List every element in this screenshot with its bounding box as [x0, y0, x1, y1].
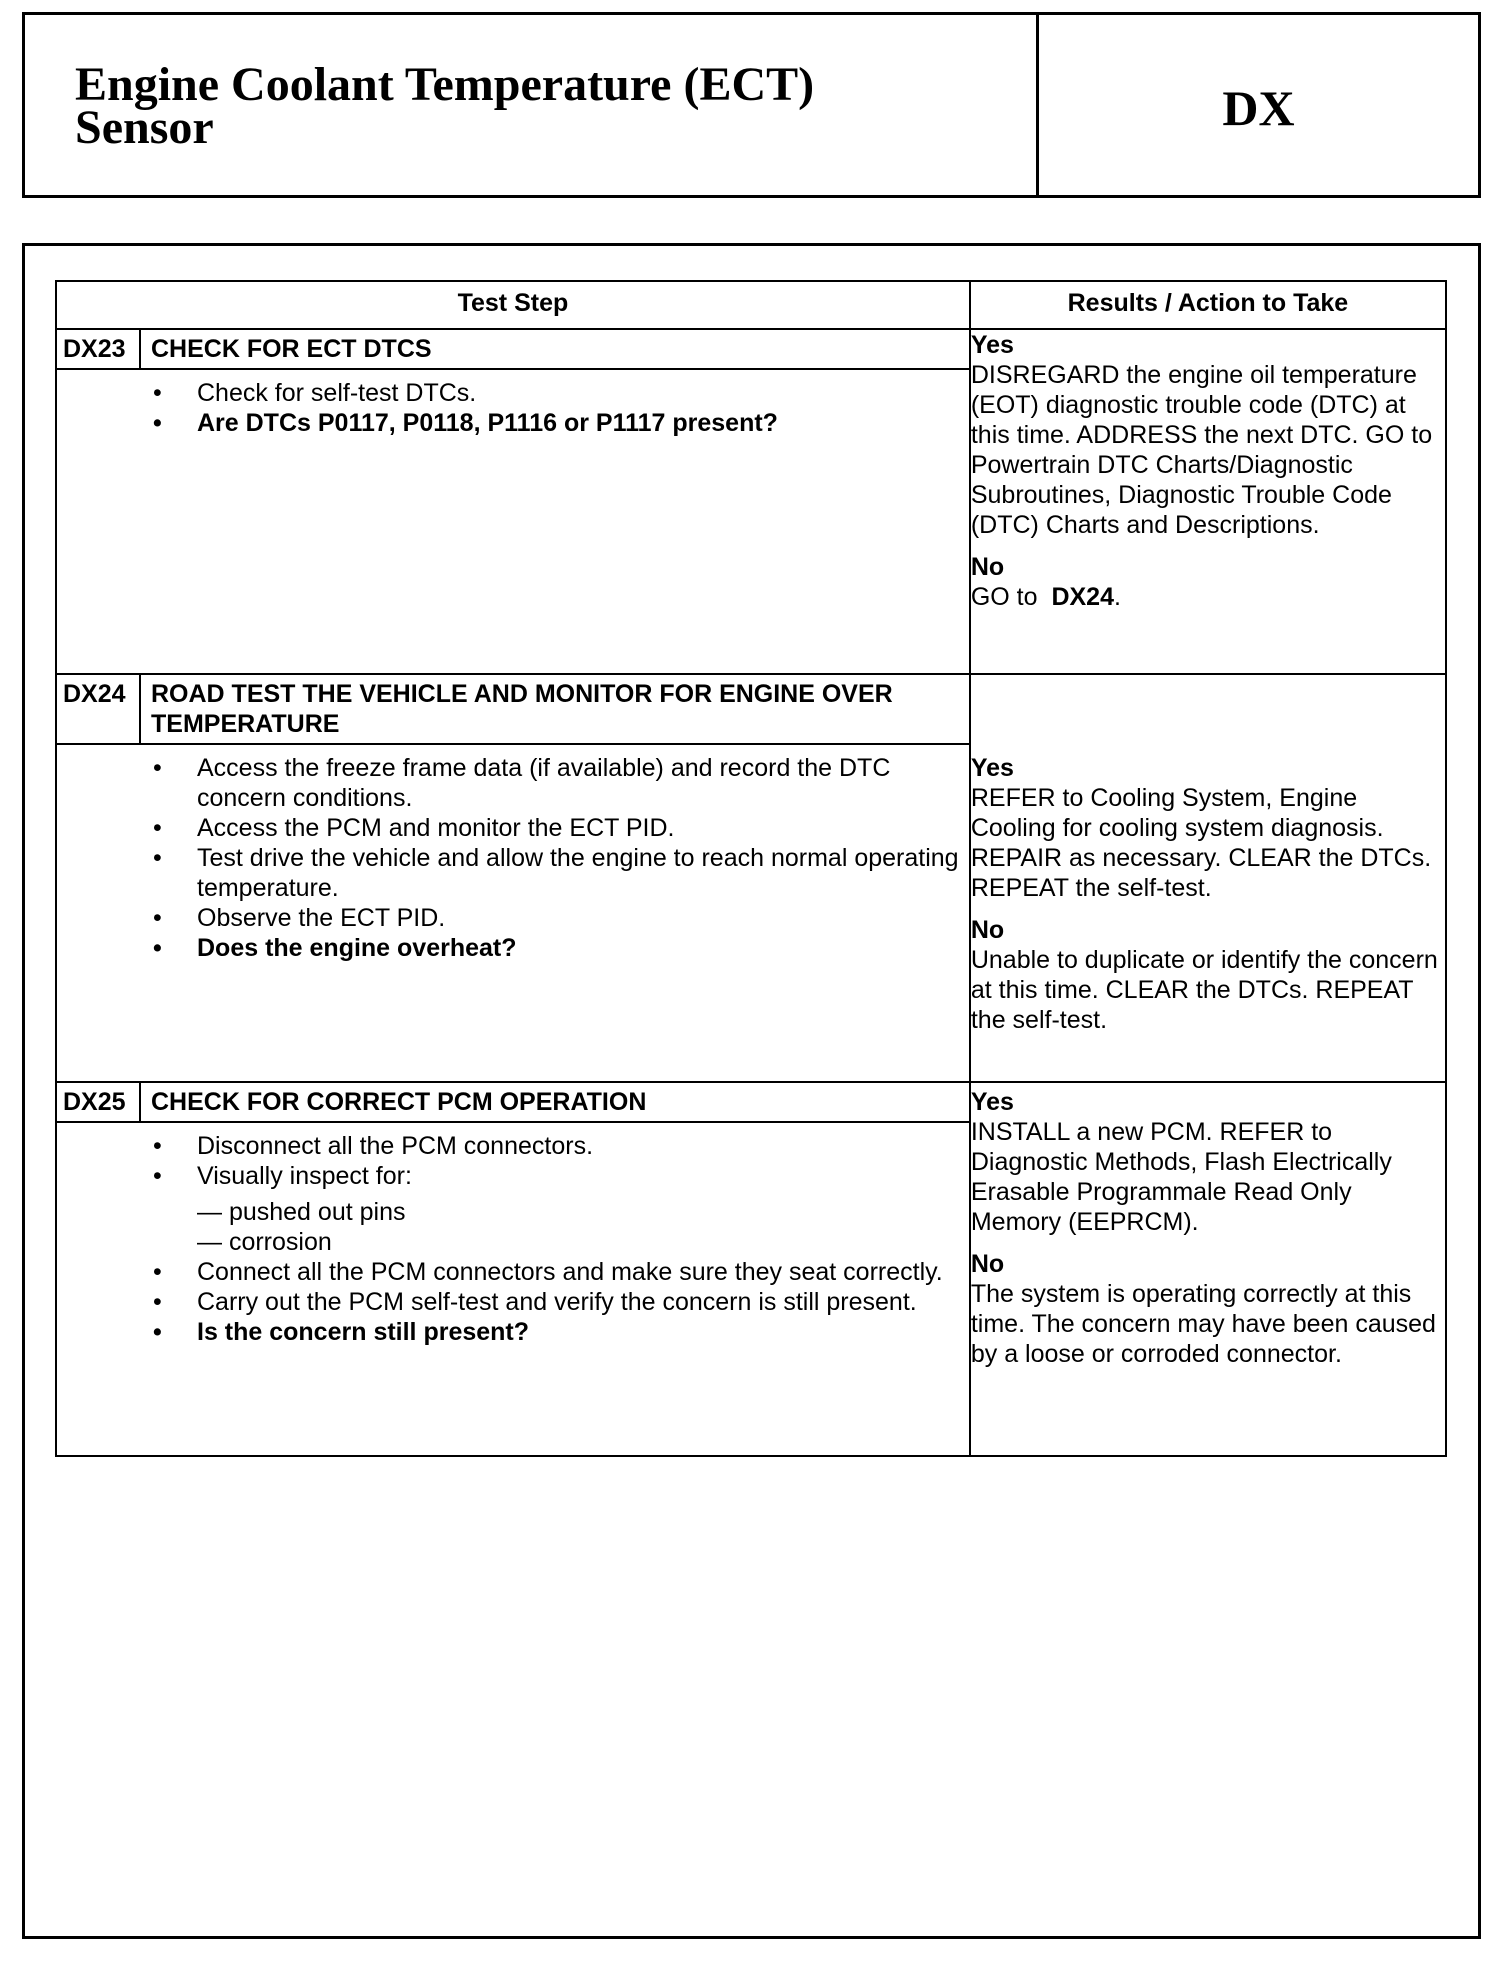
sub-list: [153, 1197, 969, 1257]
test-step-cell: [56, 329, 970, 674]
column-header-results: Results / Action to Take: [970, 281, 1446, 329]
list-item: • Disconnect all the PCM connectors.: [153, 1131, 969, 1161]
page-header: [22, 12, 1481, 198]
list-item: • Connect all the PCM connectors and make sure they seat correctly.: [153, 1257, 969, 1287]
sub-item: — pushed out pins: [197, 1198, 406, 1226]
step-reference: DX24: [1051, 583, 1114, 611]
step-body: [57, 745, 969, 971]
no-label: No: [970, 553, 1005, 581]
step-heading: [57, 675, 969, 745]
yes-action: REFER to Cooling System, Engine Cooling for cooling system diagnosis. REPAIR as necessary. CLEAR the DTCs. REPEAT the self-test.: [970, 784, 1432, 902]
list-item: • Carry out the PCM self-test and verify the concern is still present.: [153, 1287, 969, 1317]
no-action: Unable to duplicate or identify the concern at this time. CLEAR the DTCs. REPEAT the self-test.: [970, 946, 1438, 1034]
step-body: [57, 370, 969, 446]
list-item: • Test drive the vehicle and allow the engine to reach normal operating temperature.: [153, 843, 969, 903]
sub-item: — corrosion: [197, 1228, 332, 1256]
column-header-test-step: Test Step: [56, 281, 970, 329]
step-heading: [57, 330, 969, 370]
step-id: DX23: [57, 330, 141, 368]
title-line-1: Engine Coolant Temperature (ECT): [75, 58, 815, 111]
yes-action: INSTALL a new PCM. REFER to Diagnostic Methods, Flash Electrically Erasable Programmale Read Only Memory (EEPRCM).: [970, 1118, 1392, 1236]
step-question: • Does the engine overheat?: [153, 933, 969, 963]
yes-label: Yes: [970, 1088, 1014, 1116]
no-label: No: [970, 1250, 1005, 1278]
no-action: [971, 582, 1445, 612]
step-heading: [57, 1083, 969, 1123]
test-step-cell: [56, 674, 970, 1082]
table-row: [56, 674, 1446, 1082]
no-action-end: .: [1113, 583, 1121, 611]
no-action: The system is operating correctly at this time. The concern may have been caused by a loose or corroded connector.: [970, 1280, 1436, 1368]
step-question: • Is the concern still present?: [153, 1317, 969, 1347]
step-title: ROAD TEST THE VEHICLE AND MONITOR FOR ENGINE OVER TEMPERATURE: [151, 680, 893, 738]
yes-action: DISREGARD the engine oil temperature (EOT) diagnostic trouble code (DTC) at this time. ADDRESS the next DTC. GO to Powertrain DTC Charts/Diagnostic Subroutines, Diagnostic Trouble Code (DTC) Charts and Descriptions.: [970, 361, 1433, 539]
list-item: • Access the PCM and monitor the ECT PID.: [153, 813, 969, 843]
table-row: [56, 1082, 1446, 1456]
yes-label: Yes: [970, 754, 1014, 782]
results-cell: [970, 329, 1446, 674]
step-title: CHECK FOR ECT DTCS: [151, 335, 432, 363]
yes-label: Yes: [970, 331, 1014, 359]
no-action-text: GO to: [970, 583, 1038, 611]
step-id: DX24: [57, 675, 141, 743]
title-line-2: Sensor: [75, 101, 214, 154]
step-body: [57, 1123, 969, 1355]
results-cell: [970, 1082, 1446, 1456]
section-code: DX: [1222, 80, 1295, 136]
diagnostic-table: [55, 280, 1447, 1457]
list-item: • Observe the ECT PID.: [153, 903, 969, 933]
results-cell: [970, 674, 1446, 1082]
page-title: [25, 15, 1039, 195]
no-label: No: [970, 916, 1005, 944]
table-header-row: [56, 281, 1446, 329]
step-title: CHECK FOR CORRECT PCM OPERATION: [151, 1088, 647, 1116]
list-item: • Visually inspect for:: [153, 1161, 969, 1191]
step-question: • Are DTCs P0117, P0118, P1116 or P1117 present?: [153, 408, 969, 438]
list-item: • Check for self-test DTCs.: [153, 378, 969, 408]
table-row: [56, 329, 1446, 674]
list-item: • Access the freeze frame data (if available) and record the DTC concern conditions.: [153, 753, 969, 813]
step-id: DX25: [57, 1083, 141, 1121]
test-step-cell: [56, 1082, 970, 1456]
